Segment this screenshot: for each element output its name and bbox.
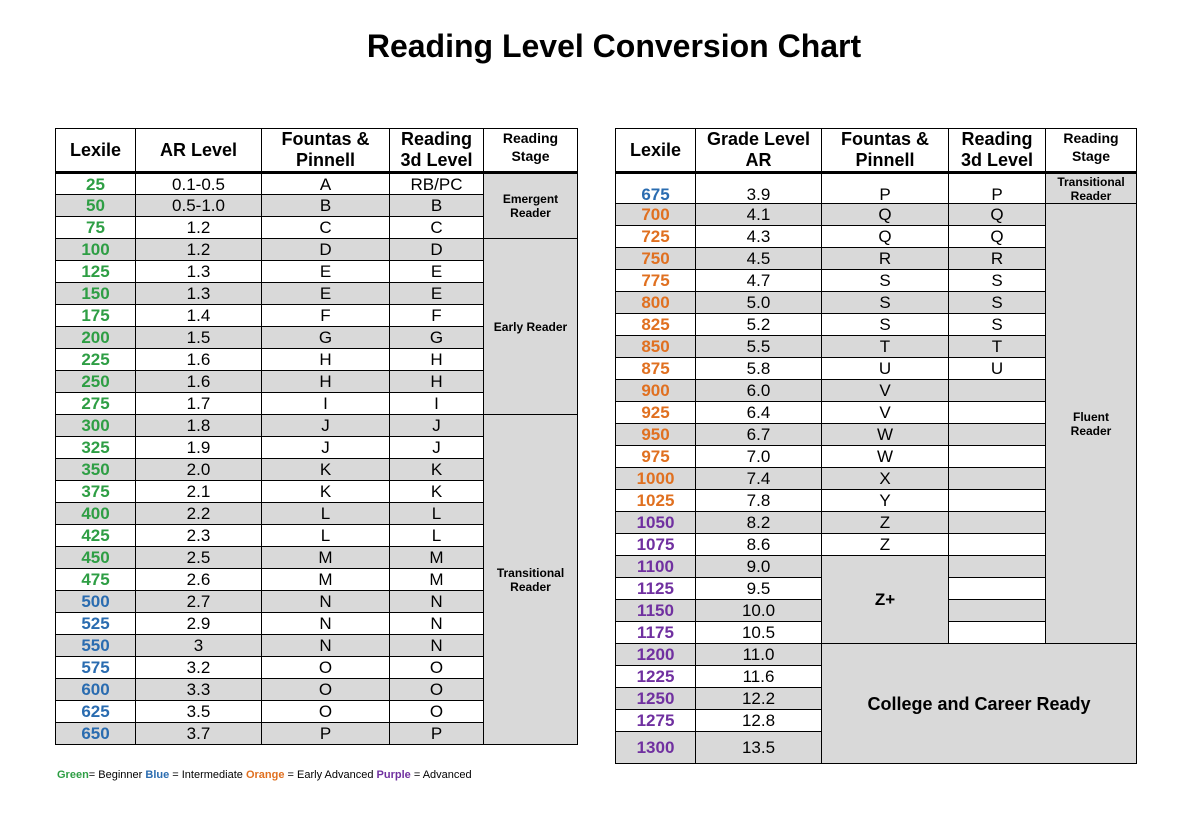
- reading-3d-cell: [949, 556, 1046, 578]
- table-row: [56, 415, 578, 437]
- fountas-pinnell-cell: K: [262, 481, 390, 503]
- fountas-pinnell-cell: Q: [822, 226, 949, 248]
- lexile-cell: 350: [56, 459, 136, 481]
- header-lexile: Lexile: [616, 129, 696, 173]
- grade-level-ar-cell: 10.5: [696, 622, 822, 644]
- grade-level-ar-cell: 13.5: [696, 732, 822, 764]
- fountas-pinnell-cell: S: [822, 314, 949, 336]
- grade-level-ar-cell: 7.0: [696, 446, 822, 468]
- legend-blue-word: Blue: [145, 769, 170, 781]
- header-reading-3d: Reading 3d Level: [949, 129, 1046, 173]
- lexile-cell: 725: [616, 226, 696, 248]
- ar-level-cell: 0.1-0.5: [136, 173, 262, 195]
- lexile-cell: 825: [616, 314, 696, 336]
- grade-level-ar-cell: 12.2: [696, 688, 822, 710]
- fountas-pinnell-cell: J: [262, 415, 390, 437]
- grade-level-ar-cell: 12.8: [696, 710, 822, 732]
- fountas-pinnell-cell: H: [262, 371, 390, 393]
- ar-level-cell: 3.5: [136, 701, 262, 723]
- reading-3d-cell: P: [949, 173, 1046, 204]
- fountas-pinnell-cell: W: [822, 446, 949, 468]
- fountas-pinnell-cell: N: [262, 591, 390, 613]
- fountas-pinnell-cell: E: [262, 283, 390, 305]
- lexile-cell: 1250: [616, 688, 696, 710]
- lexile-cell: 625: [56, 701, 136, 723]
- reading-3d-cell: E: [390, 261, 484, 283]
- grade-level-ar-cell: 7.8: [696, 490, 822, 512]
- lexile-cell: 600: [56, 679, 136, 701]
- z-plus-cell: Z+: [822, 556, 949, 644]
- lexile-cell: 50: [56, 195, 136, 217]
- grade-level-ar-cell: 5.2: [696, 314, 822, 336]
- ar-level-cell: 1.3: [136, 283, 262, 305]
- lexile-cell: 125: [56, 261, 136, 283]
- fountas-pinnell-cell: Z: [822, 534, 949, 556]
- reading-3d-cell: S: [949, 292, 1046, 314]
- reading-3d-cell: [949, 490, 1046, 512]
- ar-level-cell: 1.5: [136, 327, 262, 349]
- fountas-pinnell-cell: I: [262, 393, 390, 415]
- lexile-cell: 375: [56, 481, 136, 503]
- header-reading-3d: Reading 3d Level: [390, 129, 484, 173]
- lexile-cell: 525: [56, 613, 136, 635]
- reading-stage-cell: Fluent Reader: [1046, 204, 1137, 644]
- lexile-cell: 575: [56, 657, 136, 679]
- ar-level-cell: 2.9: [136, 613, 262, 635]
- grade-level-ar-cell: 9.0: [696, 556, 822, 578]
- grade-level-ar-cell: 5.8: [696, 358, 822, 380]
- ar-level-cell: 2.6: [136, 569, 262, 591]
- reading-3d-cell: M: [390, 547, 484, 569]
- lexile-cell: 1300: [616, 732, 696, 764]
- ar-level-cell: 1.2: [136, 239, 262, 261]
- lexile-cell: 1125: [616, 578, 696, 600]
- grade-level-ar-cell: 7.4: [696, 468, 822, 490]
- reading-3d-cell: M: [390, 569, 484, 591]
- page-title: Reading Level Conversion Chart: [366, 28, 862, 64]
- header-lexile: Lexile: [56, 129, 136, 173]
- lexile-cell: 550: [56, 635, 136, 657]
- reading-3d-cell: E: [390, 283, 484, 305]
- reading-3d-cell: [949, 424, 1046, 446]
- lexile-cell: 1175: [616, 622, 696, 644]
- ar-level-cell: 2.2: [136, 503, 262, 525]
- legend-blue-desc: = Intermediate: [169, 769, 243, 781]
- ar-level-cell: 1.8: [136, 415, 262, 437]
- fountas-pinnell-cell: V: [822, 402, 949, 424]
- lexile-cell: 1025: [616, 490, 696, 512]
- reading-stage-cell: Emergent Reader: [484, 173, 578, 239]
- fountas-pinnell-cell: O: [262, 679, 390, 701]
- lexile-cell: 1150: [616, 600, 696, 622]
- reading-3d-cell: J: [390, 415, 484, 437]
- reading-3d-cell: N: [390, 591, 484, 613]
- ar-level-cell: 1.4: [136, 305, 262, 327]
- lexile-cell: 75: [56, 217, 136, 239]
- reading-stage-cell: Early Reader: [484, 239, 578, 415]
- lexile-cell: 800: [616, 292, 696, 314]
- table-row: [56, 173, 578, 195]
- grade-level-ar-cell: 5.0: [696, 292, 822, 314]
- fountas-pinnell-cell: N: [262, 613, 390, 635]
- fountas-pinnell-cell: E: [262, 261, 390, 283]
- fountas-pinnell-cell: O: [262, 701, 390, 723]
- college-career-ready-cell: College and Career Ready: [822, 644, 1137, 764]
- ar-level-cell: 3.3: [136, 679, 262, 701]
- lexile-cell: 450: [56, 547, 136, 569]
- lexile-cell: 925: [616, 402, 696, 424]
- grade-level-ar-cell: 3.9: [696, 173, 822, 204]
- reading-3d-cell: O: [390, 657, 484, 679]
- reading-3d-cell: K: [390, 481, 484, 503]
- fountas-pinnell-cell: R: [822, 248, 949, 270]
- reading-3d-cell: H: [390, 349, 484, 371]
- reading-3d-cell: N: [390, 613, 484, 635]
- lexile-cell: 850: [616, 336, 696, 358]
- lexile-cell: 400: [56, 503, 136, 525]
- ar-level-cell: 3.7: [136, 723, 262, 745]
- fountas-pinnell-cell: G: [262, 327, 390, 349]
- legend-green-desc: = Beginner: [88, 769, 143, 781]
- grade-level-ar-cell: 6.0: [696, 380, 822, 402]
- lexile-cell: 500: [56, 591, 136, 613]
- fountas-pinnell-cell: L: [262, 525, 390, 547]
- lexile-cell: 750: [616, 248, 696, 270]
- lexile-cell: 1000: [616, 468, 696, 490]
- ar-level-cell: 2.1: [136, 481, 262, 503]
- fountas-pinnell-cell: Y: [822, 490, 949, 512]
- reading-3d-cell: U: [949, 358, 1046, 380]
- lexile-cell: 875: [616, 358, 696, 380]
- lexile-cell: 25: [56, 173, 136, 195]
- reading-stage-cell: Transitional Reader: [1046, 173, 1137, 204]
- header-reading-stage: Reading Stage: [1046, 129, 1137, 173]
- fountas-pinnell-cell: O: [262, 657, 390, 679]
- legend-green-word: Green: [57, 769, 89, 781]
- legend-orange-word: Orange: [245, 769, 285, 781]
- legend-purple-desc: = Advanced: [410, 769, 472, 781]
- fountas-pinnell-cell: D: [262, 239, 390, 261]
- table-row: [616, 644, 1137, 666]
- color-legend: [57, 769, 472, 781]
- grade-level-ar-cell: 9.5: [696, 578, 822, 600]
- reading-3d-cell: G: [390, 327, 484, 349]
- header-ar-level: AR Level: [136, 129, 262, 173]
- fountas-pinnell-cell: S: [822, 292, 949, 314]
- reading-3d-cell: H: [390, 371, 484, 393]
- ar-level-cell: 2.7: [136, 591, 262, 613]
- ar-level-cell: 2.0: [136, 459, 262, 481]
- table-row: [616, 204, 1137, 226]
- reading-3d-cell: [949, 578, 1046, 600]
- fountas-pinnell-cell: M: [262, 569, 390, 591]
- ar-level-cell: 1.9: [136, 437, 262, 459]
- reading-3d-cell: [949, 446, 1046, 468]
- grade-level-ar-cell: 4.7: [696, 270, 822, 292]
- grade-level-ar-cell: 4.1: [696, 204, 822, 226]
- lexile-cell: 1075: [616, 534, 696, 556]
- grade-level-ar-cell: 6.7: [696, 424, 822, 446]
- ar-level-cell: 2.5: [136, 547, 262, 569]
- reading-3d-cell: P: [390, 723, 484, 745]
- ar-level-cell: 1.3: [136, 261, 262, 283]
- reading-3d-cell: O: [390, 701, 484, 723]
- header-fountas-pinnell: Fountas & Pinnell: [822, 129, 949, 173]
- reading-3d-cell: O: [390, 679, 484, 701]
- reading-3d-cell: [949, 622, 1046, 644]
- reading-3d-cell: T: [949, 336, 1046, 358]
- reading-3d-cell: Q: [949, 226, 1046, 248]
- reading-3d-cell: Q: [949, 204, 1046, 226]
- reading-3d-cell: [949, 402, 1046, 424]
- lexile-cell: 300: [56, 415, 136, 437]
- lexile-cell: 150: [56, 283, 136, 305]
- fountas-pinnell-cell: C: [262, 217, 390, 239]
- reading-3d-cell: [949, 468, 1046, 490]
- fountas-pinnell-cell: V: [822, 380, 949, 402]
- reading-3d-cell: [949, 512, 1046, 534]
- reading-3d-cell: L: [390, 503, 484, 525]
- lexile-cell: 975: [616, 446, 696, 468]
- lexile-cell: 250: [56, 371, 136, 393]
- ar-level-cell: 2.3: [136, 525, 262, 547]
- left-conversion-table: [55, 128, 578, 745]
- lexile-cell: 275: [56, 393, 136, 415]
- ar-level-cell: 1.7: [136, 393, 262, 415]
- table-row: [616, 173, 1137, 204]
- ar-level-cell: 1.2: [136, 217, 262, 239]
- fountas-pinnell-cell: P: [822, 173, 949, 204]
- reading-3d-cell: [949, 380, 1046, 402]
- lexile-cell: 1275: [616, 710, 696, 732]
- lexile-cell: 650: [56, 723, 136, 745]
- lexile-cell: 950: [616, 424, 696, 446]
- ar-level-cell: 1.6: [136, 349, 262, 371]
- reading-3d-cell: L: [390, 525, 484, 547]
- reading-3d-cell: C: [390, 217, 484, 239]
- fountas-pinnell-cell: L: [262, 503, 390, 525]
- lexile-cell: 200: [56, 327, 136, 349]
- fountas-pinnell-cell: H: [262, 349, 390, 371]
- fountas-pinnell-cell: J: [262, 437, 390, 459]
- reading-3d-cell: S: [949, 270, 1046, 292]
- lexile-cell: 325: [56, 437, 136, 459]
- reading-3d-cell: F: [390, 305, 484, 327]
- lexile-cell: 1100: [616, 556, 696, 578]
- fountas-pinnell-cell: Z: [822, 512, 949, 534]
- ar-level-cell: 1.6: [136, 371, 262, 393]
- ar-level-cell: 0.5-1.0: [136, 195, 262, 217]
- reading-stage-cell: Transitional Reader: [484, 415, 578, 745]
- fountas-pinnell-cell: F: [262, 305, 390, 327]
- reading-3d-cell: D: [390, 239, 484, 261]
- grade-level-ar-cell: 11.6: [696, 666, 822, 688]
- ar-level-cell: 3.2: [136, 657, 262, 679]
- grade-level-ar-cell: 4.3: [696, 226, 822, 248]
- legend-orange-desc: = Early Advanced: [284, 769, 374, 781]
- fountas-pinnell-cell: M: [262, 547, 390, 569]
- ar-level-cell: 3: [136, 635, 262, 657]
- reading-3d-cell: K: [390, 459, 484, 481]
- grade-level-ar-cell: 8.6: [696, 534, 822, 556]
- lexile-cell: 1200: [616, 644, 696, 666]
- header-fountas-pinnell: Fountas & Pinnell: [262, 129, 390, 173]
- lexile-cell: 1050: [616, 512, 696, 534]
- reading-3d-cell: N: [390, 635, 484, 657]
- reading-3d-cell: [949, 600, 1046, 622]
- fountas-pinnell-cell: W: [822, 424, 949, 446]
- fountas-pinnell-cell: P: [262, 723, 390, 745]
- lexile-cell: 175: [56, 305, 136, 327]
- fountas-pinnell-cell: S: [822, 270, 949, 292]
- reading-3d-cell: RB/PC: [390, 173, 484, 195]
- fountas-pinnell-cell: X: [822, 468, 949, 490]
- grade-level-ar-cell: 10.0: [696, 600, 822, 622]
- lexile-cell: 700: [616, 204, 696, 226]
- reading-3d-cell: I: [390, 393, 484, 415]
- table-row: [56, 239, 578, 261]
- grade-level-ar-cell: 6.4: [696, 402, 822, 424]
- grade-level-ar-cell: 4.5: [696, 248, 822, 270]
- fountas-pinnell-cell: K: [262, 459, 390, 481]
- lexile-cell: 675: [616, 173, 696, 204]
- grade-level-ar-cell: 5.5: [696, 336, 822, 358]
- fountas-pinnell-cell: Q: [822, 204, 949, 226]
- lexile-cell: 900: [616, 380, 696, 402]
- reading-3d-cell: B: [390, 195, 484, 217]
- lexile-cell: 775: [616, 270, 696, 292]
- fountas-pinnell-cell: N: [262, 635, 390, 657]
- reading-3d-cell: [949, 534, 1046, 556]
- grade-level-ar-cell: 8.2: [696, 512, 822, 534]
- reading-3d-cell: S: [949, 314, 1046, 336]
- header-reading-stage: Reading Stage: [484, 129, 578, 173]
- lexile-cell: 425: [56, 525, 136, 547]
- legend-purple-word: Purple: [376, 769, 411, 781]
- grade-level-ar-cell: 11.0: [696, 644, 822, 666]
- lexile-cell: 475: [56, 569, 136, 591]
- fountas-pinnell-cell: T: [822, 336, 949, 358]
- fountas-pinnell-cell: A: [262, 173, 390, 195]
- lexile-cell: 1225: [616, 666, 696, 688]
- reading-3d-cell: R: [949, 248, 1046, 270]
- fountas-pinnell-cell: U: [822, 358, 949, 380]
- fountas-pinnell-cell: B: [262, 195, 390, 217]
- right-conversion-table: [615, 128, 1137, 764]
- header-grade-level-ar: Grade Level AR: [696, 129, 822, 173]
- reading-3d-cell: J: [390, 437, 484, 459]
- lexile-cell: 100: [56, 239, 136, 261]
- lexile-cell: 225: [56, 349, 136, 371]
